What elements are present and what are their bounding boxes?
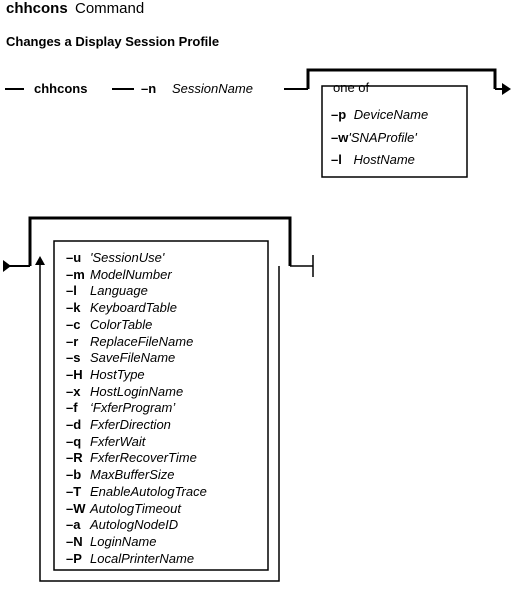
option-argument: FxferWait (90, 433, 146, 449)
option-flag: –P (66, 550, 82, 566)
option-flag: –N (66, 533, 83, 549)
choice-item (331, 107, 428, 122)
choice-argument: DeviceName (353, 107, 429, 122)
option-item (66, 434, 145, 449)
option-item (66, 450, 197, 465)
option-item (66, 517, 178, 532)
option-flag: –u (66, 250, 82, 265)
command-title-suffix: Command (75, 0, 145, 17)
option-flag: –q (66, 433, 82, 449)
option-item (66, 484, 207, 499)
option-argument: MaxBufferSize (90, 467, 175, 483)
option-flag: –H (66, 366, 83, 382)
syntax-command: chhcons (34, 81, 88, 96)
page-subtitle: Changes a Display Session Profile (6, 34, 220, 49)
option-flag: –f (66, 400, 78, 416)
option-argument: LocalPrinterName (90, 550, 195, 566)
option-item (66, 350, 175, 365)
option-item (66, 283, 148, 298)
option-item (66, 250, 164, 265)
option-flag: –m (66, 266, 85, 282)
option-item (66, 317, 152, 332)
choice-argument: HostName (353, 152, 415, 167)
choice-argument: 'SNAProfile' (348, 130, 417, 145)
option-item (66, 501, 181, 516)
one-of-label: one of (333, 80, 370, 95)
option-flag: –W (66, 500, 86, 516)
choice-flag: –l (331, 152, 342, 167)
option-item (66, 384, 183, 399)
option-argument: FxferDirection (90, 417, 171, 432)
option-argument: EnableAutologTrace (90, 483, 207, 499)
option-flag: –a (66, 517, 81, 533)
choice-item (331, 152, 415, 167)
option-flag: –b (66, 467, 82, 483)
n-argument: SessionName (172, 81, 253, 96)
option-item (66, 400, 175, 415)
option-flag: –d (66, 417, 82, 432)
option-argument: FxferRecoverTime (90, 450, 197, 466)
option-flag: –s (66, 350, 81, 366)
option-flag: –x (66, 383, 81, 399)
option-argument: ReplaceFileName (90, 333, 194, 349)
option-argument: SaveFileName (90, 350, 176, 366)
option-flag: –T (66, 483, 82, 499)
option-item (66, 417, 171, 432)
n-flag: –n (141, 81, 157, 96)
option-flag: –c (66, 316, 81, 332)
option-item (66, 551, 194, 566)
choice-item (331, 130, 417, 145)
option-item (66, 267, 172, 282)
option-argument: ColorTable (90, 316, 153, 332)
option-argument: LoginName (90, 533, 157, 549)
option-argument: HostLoginName (90, 383, 184, 399)
option-argument: AutologNodeID (90, 517, 179, 533)
choice-flag: –p (331, 107, 347, 122)
option-item (66, 334, 193, 349)
option-item (66, 300, 177, 315)
option-item (66, 467, 175, 482)
option-item (66, 367, 145, 382)
option-argument: ‘FxferProgram’ (90, 400, 176, 416)
option-argument: Language (90, 283, 148, 299)
option-item (66, 534, 157, 549)
option-flag: –R (66, 450, 83, 466)
command-title: chhcons (6, 0, 68, 17)
option-flag: –r (66, 333, 79, 349)
option-argument: 'SessionUse' (90, 250, 165, 265)
option-flag: –l (66, 283, 77, 299)
option-argument: KeyboardTable (90, 300, 177, 316)
option-argument: ModelNumber (90, 266, 172, 282)
option-flag: –k (66, 300, 81, 316)
option-argument: HostType (90, 366, 145, 382)
option-argument: AutologTimeout (90, 500, 181, 516)
choice-flag: –w (331, 130, 349, 145)
